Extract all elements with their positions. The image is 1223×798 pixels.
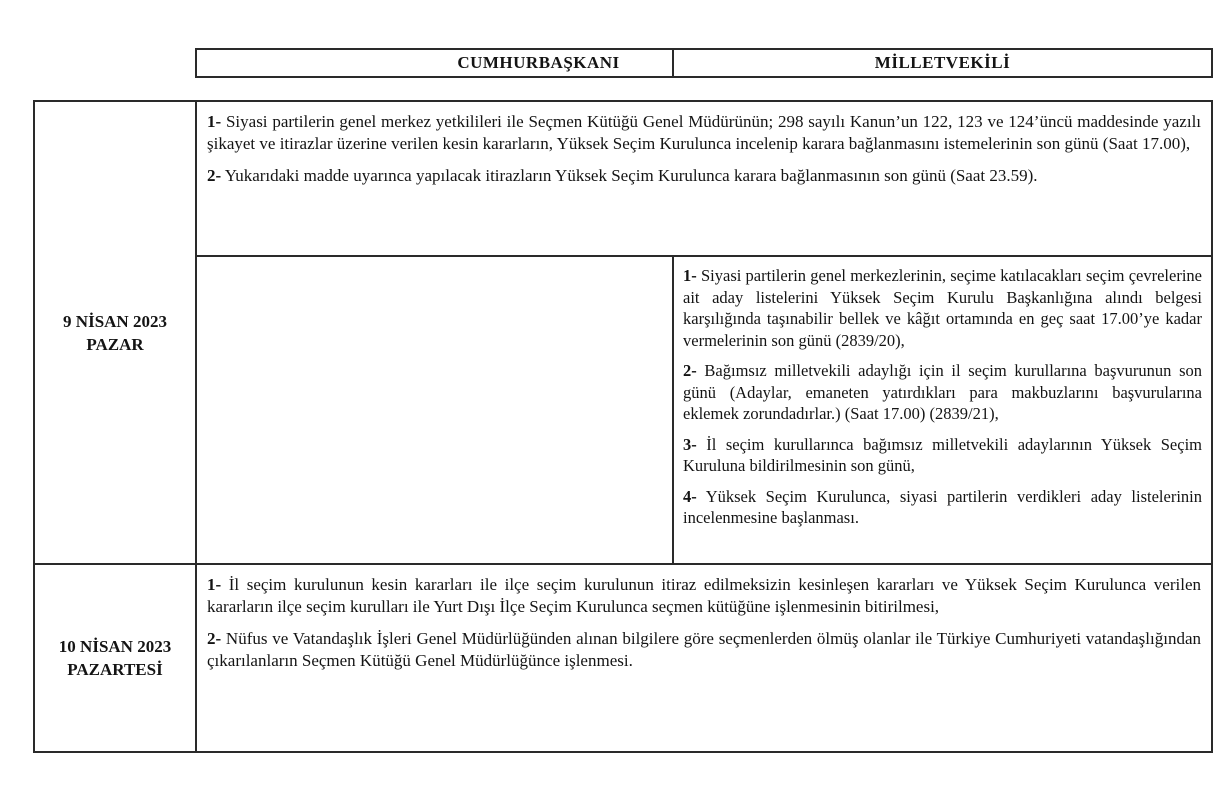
calendar-table: [33, 100, 1213, 753]
calendar-item: [683, 434, 1202, 477]
item-number: 3-: [683, 434, 697, 454]
calendar-item: [683, 265, 1202, 351]
item-text: Yüksek Seçim Kurulunca, siyasi partilerin verdikleri aday listelerinin incelenmesine başlanması.: [683, 486, 1202, 527]
item-number: 2-: [683, 361, 697, 380]
date-line2: PAZAR: [86, 334, 144, 354]
item-text: Siyasi partilerin genel merkezlerinin, seçime katılacakları seçim çevrelerine ait aday listelerini Yüksek Seçim Kurulu Başkanlığına alındı belgesi karşılığında taşınabilir bellek ve kâğıt ortamında en geç saat 17.00’ye kadar vermelerinin son günü (2839/20),: [683, 266, 1202, 350]
item-number: 2-: [207, 166, 222, 185]
calendar-item: [207, 574, 1201, 618]
calendar-item: [207, 165, 1201, 187]
split-columns: [197, 257, 1211, 563]
date-line2: PAZARTESİ: [67, 660, 163, 679]
shared-items-cell: [197, 102, 1211, 257]
date-line1: 9 NİSAN 2023: [63, 311, 167, 331]
item-text: Siyasi partilerin genel merkez yetkilileri ile Seçmen Kütüğü Genel Müdürünün; 298 sayılı Kanun’un 122, 123 ve 124’üncü maddesinde yazılı şikayet ve itirazlar üzerine verilen kesin kararların, Yüksek Seçim Kurulunca incelenip karara bağlanmasını istemelerinin son günü (Saat 17.00),: [207, 112, 1202, 153]
table-row-9-nisan: [35, 102, 1211, 565]
cumhurbaskani-empty-cell: [197, 257, 674, 563]
date-cell-9-nisan: [35, 102, 197, 563]
table-row-10-nisan: [35, 565, 1211, 751]
item-number: 1-: [683, 266, 697, 285]
item-number: 4-: [683, 486, 697, 506]
column-header-band: [195, 48, 1213, 78]
item-text: Yukarıdaki madde uyarınca yapılacak itirazların Yüksek Seçim Kurulunca karara bağlanmasının son günü (Saat 23.59).: [224, 166, 1038, 185]
header-milletvekili: MİLLETVEKİLİ: [874, 53, 1011, 72]
header-cumhurbaskani: CUMHURBAŞKANI: [197, 50, 674, 76]
item-number: 1-: [207, 112, 222, 131]
item-text: İl seçim kurullarınca bağımsız milletvekili adaylarının Yüksek Seçim Kuruluna bildirilmesinin son günü,: [683, 434, 1202, 475]
item-number: 2-: [207, 629, 222, 648]
calendar-item: [683, 486, 1202, 529]
item-text: İl seçim kurulunun kesin kararları ile ilçe seçim kurulunun itiraz edilmeksizin kesinleşen kararları ve Yüksek Seçim Kurulunca verilen kararların ilçe seçim kurulları ile Yurt Dışı İlçe Seçim Kurulunca seçmen kütüğüne işlenmesinin bitirilmesi,: [207, 575, 1202, 616]
item-text: Bağımsız milletvekili adaylığı için il seçim kurullarına başvurunun son günü (Adaylar, emaneten yatırdıkları para makbuzlarını başvurularına eklemek zorundadırlar.) (Saat 17.00) (2839/21),: [683, 361, 1202, 423]
milletvekili-items-cell: [674, 257, 1211, 563]
date-cell-10-nisan: [35, 565, 197, 751]
shared-items-cell: [197, 565, 1211, 751]
row-9-nisan-content: [197, 102, 1211, 563]
calendar-item: [207, 628, 1201, 672]
calendar-item: [207, 111, 1201, 155]
item-text: Nüfus ve Vatandaşlık İşleri Genel Müdürlüğünden alınan bilgilere göre seçmenlerden ölmüş olanlar ile Türkiye Cumhuriyeti vatandaşlığından çıkarılanların Seçmen Kütüğü Genel Müdürlüğünce işlenmesi.: [207, 629, 1201, 670]
calendar-item: [683, 360, 1202, 425]
item-number: 1-: [207, 575, 222, 594]
date-line1: 10 NİSAN 2023: [58, 637, 172, 656]
